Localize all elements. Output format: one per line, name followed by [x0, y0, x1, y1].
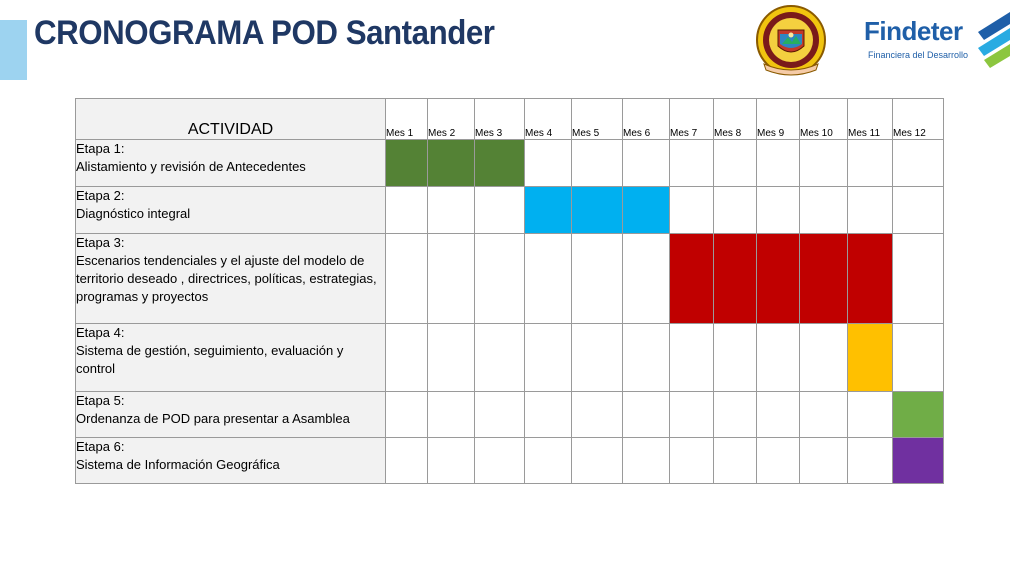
- gantt-empty-cell: [525, 140, 572, 187]
- task-stage: Etapa 4:: [76, 325, 125, 340]
- gantt-empty-cell: [623, 392, 670, 438]
- gantt-empty-cell: [572, 438, 623, 484]
- gantt-empty-cell: [475, 392, 525, 438]
- gantt-bar-cell: [848, 324, 893, 392]
- gantt-empty-cell: [893, 140, 944, 187]
- gantt-empty-cell: [428, 324, 475, 392]
- task-description: Ordenanza de POD para presentar a Asamblea: [76, 411, 350, 426]
- table-row: [76, 140, 944, 187]
- gantt-empty-cell: [386, 324, 428, 392]
- gantt-empty-cell: [525, 234, 572, 324]
- table-header-row: [76, 99, 944, 140]
- gantt-bar-cell: [525, 187, 572, 234]
- task-description: Escenarios tendenciales y el ajuste del modelo de territorio deseado , directrices, políticas, estrategias, programas y proyectos: [76, 253, 377, 304]
- gantt-empty-cell: [475, 234, 525, 324]
- activity-header: ACTIVIDAD: [76, 99, 386, 140]
- gantt-empty-cell: [848, 140, 893, 187]
- gantt-empty-cell: [475, 324, 525, 392]
- gantt-empty-cell: [800, 392, 848, 438]
- table-row: [76, 392, 944, 438]
- task-cell: [76, 234, 386, 324]
- task-description: Sistema de Información Geográfica: [76, 457, 280, 472]
- gantt-empty-cell: [670, 438, 714, 484]
- gantt-empty-cell: [386, 438, 428, 484]
- gantt-empty-cell: [572, 140, 623, 187]
- month-header: Mes 2: [428, 99, 475, 140]
- task-stage: Etapa 5:: [76, 393, 125, 408]
- table-row: [76, 438, 944, 484]
- task-stage: Etapa 6:: [76, 439, 125, 454]
- gantt-empty-cell: [572, 324, 623, 392]
- task-stage: Etapa 1:: [76, 141, 125, 156]
- gantt-bar-cell: [428, 140, 475, 187]
- gantt-empty-cell: [428, 187, 475, 234]
- gantt-empty-cell: [714, 140, 757, 187]
- gantt-empty-cell: [757, 187, 800, 234]
- month-header: Mes 7: [670, 99, 714, 140]
- gantt-empty-cell: [525, 392, 572, 438]
- task-cell: [76, 187, 386, 234]
- gantt-empty-cell: [757, 324, 800, 392]
- logo-wordmark: Findeter: [864, 16, 963, 46]
- gantt-bar-cell: [757, 234, 800, 324]
- gantt-empty-cell: [670, 324, 714, 392]
- month-header: Mes 5: [572, 99, 623, 140]
- task-cell: [76, 392, 386, 438]
- task-cell: [76, 324, 386, 392]
- gantt-empty-cell: [475, 187, 525, 234]
- gantt-empty-cell: [670, 140, 714, 187]
- gantt-empty-cell: [848, 187, 893, 234]
- month-header: Mes 9: [757, 99, 800, 140]
- gantt-empty-cell: [386, 392, 428, 438]
- gantt-empty-cell: [848, 392, 893, 438]
- gantt-bar-cell: [572, 187, 623, 234]
- title-accent-bar: [0, 20, 27, 80]
- task-cell: [76, 438, 386, 484]
- gantt-empty-cell: [714, 324, 757, 392]
- task-stage: Etapa 3:: [76, 235, 125, 250]
- gantt-empty-cell: [623, 324, 670, 392]
- gantt-empty-cell: [893, 187, 944, 234]
- gantt-empty-cell: [757, 392, 800, 438]
- schedule-table: [75, 98, 944, 484]
- gantt-bar-cell: [848, 234, 893, 324]
- gantt-empty-cell: [572, 392, 623, 438]
- month-header: Mes 3: [475, 99, 525, 140]
- gantt-empty-cell: [893, 324, 944, 392]
- task-description: Alistamiento y revisión de Antecedentes: [76, 159, 306, 174]
- gantt-bar-cell: [800, 234, 848, 324]
- gantt-empty-cell: [800, 187, 848, 234]
- task-description: Diagnóstico integral: [76, 206, 191, 221]
- gantt-bar-cell: [670, 234, 714, 324]
- gantt-empty-cell: [800, 324, 848, 392]
- gantt-empty-cell: [757, 140, 800, 187]
- month-header: Mes 8: [714, 99, 757, 140]
- gantt-empty-cell: [428, 392, 475, 438]
- task-description: Sistema de gestión, seguimiento, evaluación y control: [76, 343, 344, 376]
- gantt-empty-cell: [572, 234, 623, 324]
- month-header: Mes 6: [623, 99, 670, 140]
- table-row: [76, 234, 944, 324]
- month-header: Mes 1: [386, 99, 428, 140]
- gantt-empty-cell: [525, 324, 572, 392]
- gantt-bar-cell: [893, 392, 944, 438]
- gantt-bar-cell: [714, 234, 757, 324]
- gantt-empty-cell: [386, 187, 428, 234]
- gantt-empty-cell: [800, 140, 848, 187]
- month-header: Mes 10: [800, 99, 848, 140]
- month-header: Mes 11: [848, 99, 893, 140]
- gantt-empty-cell: [848, 438, 893, 484]
- table-row: [76, 187, 944, 234]
- gantt-empty-cell: [714, 392, 757, 438]
- gantt-empty-cell: [623, 140, 670, 187]
- gantt-empty-cell: [800, 438, 848, 484]
- task-cell: [76, 140, 386, 187]
- gantt-empty-cell: [623, 234, 670, 324]
- month-header: Mes 12: [893, 99, 944, 140]
- gantt-bar-cell: [893, 438, 944, 484]
- gantt-bar-cell: [386, 140, 428, 187]
- gantt-empty-cell: [670, 187, 714, 234]
- month-header: Mes 4: [525, 99, 572, 140]
- logo-tagline: Financiera del Desarrollo: [868, 50, 969, 60]
- gantt-empty-cell: [525, 438, 572, 484]
- gantt-empty-cell: [428, 234, 475, 324]
- task-stage: Etapa 2:: [76, 188, 125, 203]
- page-title: CRONOGRAMA POD Santander: [34, 14, 495, 52]
- gantt-empty-cell: [475, 438, 525, 484]
- gantt-empty-cell: [714, 187, 757, 234]
- findeter-logo: [860, 10, 1016, 72]
- gantt-empty-cell: [428, 438, 475, 484]
- gantt-empty-cell: [714, 438, 757, 484]
- gantt-empty-cell: [893, 234, 944, 324]
- findeter-mark-icon: [970, 10, 1014, 72]
- table-row: [76, 324, 944, 392]
- gantt-bar-cell: [475, 140, 525, 187]
- gantt-empty-cell: [623, 438, 670, 484]
- gantt-empty-cell: [386, 234, 428, 324]
- santander-seal-icon: [754, 4, 828, 80]
- gantt-empty-cell: [670, 392, 714, 438]
- gantt-empty-cell: [757, 438, 800, 484]
- gantt-bar-cell: [623, 187, 670, 234]
